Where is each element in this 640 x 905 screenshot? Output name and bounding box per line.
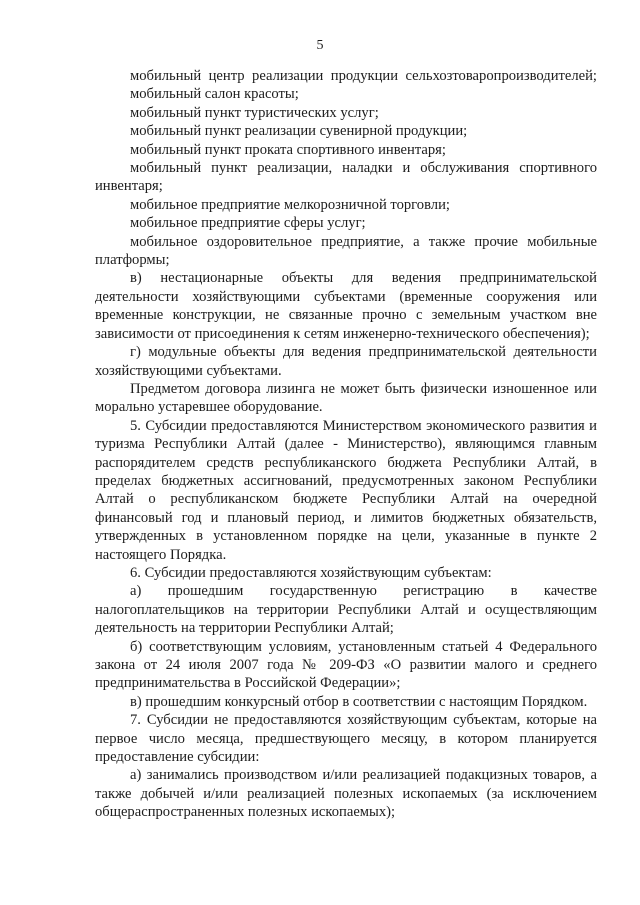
paragraph: мобильное предприятие мелкорозничной торговли; xyxy=(130,196,450,213)
paragraph: Предметом договора лизинга не может быть физически изношенное или морально устаревшее оборудование. xyxy=(95,380,597,416)
paragraph: мобильный пункт реализации, наладки и обслуживания спортивного инвентаря; xyxy=(95,160,597,195)
paragraph: мобильный центр реализации продукции сельхозтоваропроизводителей; xyxy=(130,68,597,84)
paragraph: а) прошедшим государственную регистрацию в качестве налогоплательщиков на территории Республики Алтай и осуществляющим деятельность на территории Республики Алтай; xyxy=(95,583,597,637)
paragraph: б) соответствующим условиям, установленным статьей 4 Федерального закона от 24 июля 2007 года № 209-ФЗ «О развитии малого и среднего предпринимательства в Российской Федерации»; xyxy=(95,638,597,692)
paragraph: мобильное оздоровительное предприятие, а также прочие мобильные платформы; xyxy=(95,233,597,269)
paragraph: 6. Субсидии предоставляются хозяйствующим субъектам: xyxy=(130,564,492,581)
paragraph: мобильный пункт проката спортивного инвентаря; xyxy=(130,141,446,158)
paragraph: в) нестационарные объекты для ведения предпринимательской деятельности хозяйствующими субъектами (временные сооружения или временные конструкции, не связанные прочно с земельным участком вне зависимости от присоединения к сетям инженерно-технического обеспечения); xyxy=(95,270,597,342)
paragraph: мобильный пункт реализации сувенирной продукции; xyxy=(130,123,468,140)
paragraph: мобильный салон красоты; xyxy=(130,86,299,103)
paragraph: мобильный пункт туристических услуг; xyxy=(130,104,379,121)
paragraph: 7. Субсидии не предоставляются хозяйствующим субъектам, которые на первое число месяца, предшествующего месяцу, в котором планируется предоставление субсидии: xyxy=(95,712,597,766)
paragraph: в) прошедшим конкурсный отбор в соответствии с настоящим Порядком. xyxy=(130,693,588,710)
document-body xyxy=(95,67,597,822)
paragraph: г) модульные объекты для ведения предпринимательской деятельности хозяйствующими субъектами. xyxy=(95,344,597,379)
page-number: 5 xyxy=(316,38,324,53)
paragraph: 5. Субсидии предоставляются Министерством экономического развития и туризма Республики Алтай (далее - Министерство), являющимся главным распорядителем средств республиканского бюджета Республики Алтай, в пределах бюджетных ассигнований, предусмотренных законом Республики Алтай о республиканском бюджете Республики Алтай на очередной финансовый год и плановый период, и лимитов бюджетных обязательств, утвержденных в установленном порядке на цели, указанные в пункте 2 настоящего Порядка. xyxy=(95,417,597,563)
paragraph: мобильное предприятие сферы услуг; xyxy=(130,215,366,232)
paragraph: а) занимались производством и/или реализацией подакцизных товаров, а также добычей и/или реализацией полезных ископаемых (за исключением общераспространенных полезных ископаемых); xyxy=(95,767,597,821)
